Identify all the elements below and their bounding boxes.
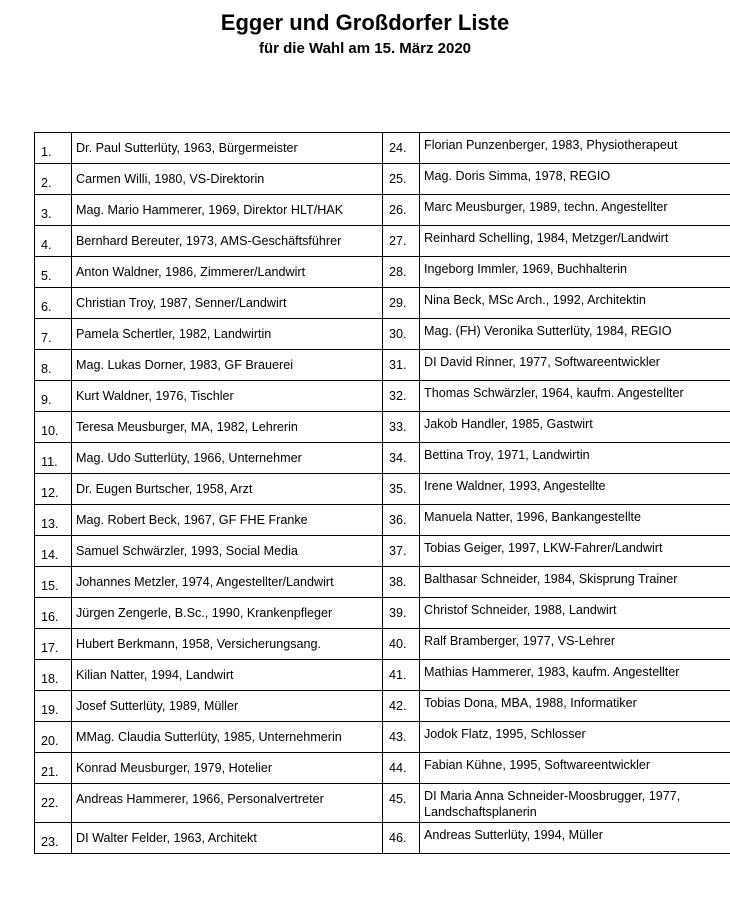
candidate-table — [34, 132, 730, 854]
candidate-number: 5. — [41, 269, 52, 283]
candidate-number: 28. — [389, 265, 407, 279]
candidate-number-cell — [383, 164, 420, 195]
candidate-number: 22. — [41, 796, 59, 810]
candidate-number-cell — [383, 412, 420, 443]
candidate-name-cell — [72, 133, 383, 164]
candidate-name-cell — [72, 691, 383, 722]
candidate-number: 41. — [389, 668, 407, 682]
candidate-number-cell — [35, 195, 72, 226]
candidate-number-cell — [383, 691, 420, 722]
candidate-number-cell — [35, 443, 72, 474]
candidate-name-cell — [420, 691, 730, 722]
candidate-number: 45. — [389, 792, 407, 806]
candidate-entry: Christof Schneider, 1988, Landwirt — [424, 603, 617, 617]
candidate-number-cell — [35, 753, 72, 784]
candidate-entry: Marc Meusburger, 1989, techn. Angestellter — [424, 200, 668, 214]
table-row — [35, 257, 730, 288]
candidate-number: 23. — [41, 835, 59, 849]
candidate-number-cell — [35, 722, 72, 753]
document-title: Egger und Großdorfer Liste — [220, 10, 510, 35]
candidate-name-cell — [420, 505, 730, 536]
candidate-name-cell — [72, 350, 383, 381]
candidate-number-cell — [35, 226, 72, 257]
candidate-name-cell — [72, 474, 383, 505]
table-row — [35, 536, 730, 567]
candidate-number: 31. — [389, 358, 407, 372]
candidate-entry: Mag. Lukas Dorner, 1983, GF Brauerei — [76, 358, 294, 372]
candidate-name-cell — [420, 823, 730, 854]
candidate-entry: Bettina Troy, 1971, Landwirtin — [424, 448, 590, 462]
candidate-number: 44. — [389, 761, 407, 775]
candidate-number-cell — [383, 226, 420, 257]
candidate-name-cell — [72, 660, 383, 691]
candidate-name-cell — [72, 288, 383, 319]
candidate-name-cell — [420, 350, 730, 381]
table-row — [35, 784, 730, 823]
candidate-number: 24. — [389, 141, 407, 155]
candidate-number-cell — [35, 691, 72, 722]
candidate-number: 38. — [389, 575, 407, 589]
candidate-entry: Ingeborg Immler, 1969, Buchhalterin — [424, 262, 628, 276]
candidate-entry: DI David Rinner, 1977, Softwareentwickler — [424, 355, 660, 369]
candidate-entry: Tobias Geiger, 1997, LKW-Fahrer/Landwirt — [424, 541, 663, 555]
candidate-name-cell — [420, 133, 730, 164]
candidate-number: 3. — [41, 207, 52, 221]
candidate-number-cell — [35, 505, 72, 536]
candidate-name-cell — [72, 598, 383, 629]
candidate-number: 10. — [41, 424, 59, 438]
candidate-name-cell — [420, 226, 730, 257]
candidate-name-cell — [72, 722, 383, 753]
candidate-name-cell — [72, 753, 383, 784]
candidate-number-cell — [35, 784, 72, 823]
candidate-number: 35. — [389, 482, 407, 496]
candidate-number-cell — [35, 319, 72, 350]
candidate-name-cell — [72, 381, 383, 412]
candidate-number: 40. — [389, 637, 407, 651]
candidate-number-cell — [35, 381, 72, 412]
candidate-name-cell — [420, 567, 730, 598]
candidate-entry: Andreas Sutterlüty, 1994, Müller — [424, 828, 603, 842]
candidate-name-cell — [72, 443, 383, 474]
candidate-entry: Konrad Meusburger, 1979, Hotelier — [76, 761, 273, 775]
candidate-number: 14. — [41, 548, 59, 562]
candidate-entry: Josef Sutterlüty, 1989, Müller — [76, 699, 239, 713]
candidate-number: 43. — [389, 730, 407, 744]
candidate-number-cell — [383, 350, 420, 381]
candidate-name-cell — [72, 412, 383, 443]
candidate-entry: Kurt Waldner, 1976, Tischler — [76, 389, 234, 403]
candidate-number-cell — [35, 288, 72, 319]
document-subtitle: für die Wahl am 15. März 2020 — [258, 40, 472, 57]
candidate-number-cell — [383, 629, 420, 660]
candidate-entry: Florian Punzenberger, 1983, Physiotherapeut — [424, 138, 678, 152]
table-row — [35, 412, 730, 443]
candidate-number: 4. — [41, 238, 52, 252]
candidate-number-cell — [383, 567, 420, 598]
candidate-entry: Teresa Meusburger, MA, 1982, Lehrerin — [76, 420, 298, 434]
candidate-number-cell — [383, 660, 420, 691]
candidate-number: 33. — [389, 420, 407, 434]
table-row — [35, 722, 730, 753]
candidate-entry: Pamela Schertler, 1982, Landwirtin — [76, 327, 272, 341]
candidate-entry: Jodok Flatz, 1995, Schlosser — [424, 727, 586, 741]
candidate-entry: Jakob Handler, 1985, Gastwirt — [424, 417, 593, 431]
candidate-number: 27. — [389, 234, 407, 248]
candidate-entry: Bernhard Bereuter, 1973, AMS-Geschäftsführer — [76, 234, 342, 248]
candidate-entry: Manuela Natter, 1996, Bankangestellte — [424, 510, 642, 524]
table-row — [35, 660, 730, 691]
candidate-number: 36. — [389, 513, 407, 527]
table-row — [35, 567, 730, 598]
candidate-number: 12. — [41, 486, 59, 500]
candidate-name-cell — [420, 474, 730, 505]
candidate-number-cell — [35, 474, 72, 505]
candidate-entry: Jürgen Zengerle, B.Sc., 1990, Krankenpfleger — [76, 606, 333, 620]
candidate-number-cell — [35, 629, 72, 660]
candidate-name-cell — [420, 319, 730, 350]
candidate-entry: Anton Waldner, 1986, Zimmerer/Landwirt — [76, 265, 306, 279]
candidate-entry: DI Maria Anna Schneider-Moosbrugger, 1977, Landschaftsplanerin — [424, 789, 681, 819]
candidate-name-cell — [420, 257, 730, 288]
candidate-entry: Mag. Mario Hammerer, 1969, Direktor HLT/HAK — [76, 203, 344, 217]
candidate-number-cell — [35, 598, 72, 629]
document-header — [0, 8, 730, 60]
candidate-name-cell — [420, 164, 730, 195]
candidate-number: 8. — [41, 362, 52, 376]
table-row — [35, 319, 730, 350]
candidate-number-cell — [383, 536, 420, 567]
candidate-name-cell — [72, 823, 383, 854]
table-row — [35, 598, 730, 629]
candidate-number-cell — [383, 474, 420, 505]
candidate-name-cell — [420, 629, 730, 660]
table-row — [35, 629, 730, 660]
candidate-number: 1. — [41, 145, 52, 159]
candidate-entry: DI Walter Felder, 1963, Architekt — [76, 831, 257, 845]
table-row — [35, 288, 730, 319]
table-row — [35, 823, 730, 854]
candidate-number: 32. — [389, 389, 407, 403]
candidate-name-cell — [420, 784, 730, 823]
candidate-number: 2. — [41, 176, 52, 190]
candidate-number: 20. — [41, 734, 59, 748]
candidate-number: 26. — [389, 203, 407, 217]
candidate-number: 37. — [389, 544, 407, 558]
candidate-entry: Tobias Dona, MBA, 1988, Informatiker — [424, 696, 637, 710]
candidate-name-cell — [420, 753, 730, 784]
candidate-entry: Mathias Hammerer, 1983, kaufm. Angestellter — [424, 665, 680, 679]
candidate-name-cell — [420, 443, 730, 474]
candidate-entry: Dr. Paul Sutterlüty, 1963, Bürgermeister — [76, 141, 298, 155]
candidate-entry: Hubert Berkmann, 1958, Versicherungsang. — [76, 637, 322, 651]
candidate-number: 46. — [389, 831, 407, 845]
candidate-number-cell — [383, 505, 420, 536]
candidate-number-cell — [383, 823, 420, 854]
candidate-number: 39. — [389, 606, 407, 620]
candidate-name-cell — [72, 536, 383, 567]
candidate-number-cell — [383, 784, 420, 823]
candidate-name-cell — [420, 722, 730, 753]
candidate-number: 19. — [41, 703, 59, 717]
candidate-name-cell — [72, 505, 383, 536]
candidate-number-cell — [35, 164, 72, 195]
candidate-number: 11. — [41, 455, 58, 469]
candidate-entry: Johannes Metzler, 1974, Angestellter/Landwirt — [76, 575, 334, 589]
candidate-number-cell — [383, 598, 420, 629]
candidate-number-cell — [35, 660, 72, 691]
candidate-number: 16. — [41, 610, 59, 624]
candidate-number-cell — [35, 536, 72, 567]
candidate-number: 9. — [41, 393, 52, 407]
candidate-name-cell — [72, 784, 383, 823]
candidate-entry: Mag. Robert Beck, 1967, GF FHE Franke — [76, 513, 308, 527]
candidate-entry: Kilian Natter, 1994, Landwirt — [76, 668, 234, 682]
candidate-entry: Ralf Bramberger, 1977, VS-Lehrer — [424, 634, 616, 648]
candidate-number-cell — [383, 257, 420, 288]
candidate-number: 6. — [41, 300, 52, 314]
candidate-entry: Balthasar Schneider, 1984, Skisprung Trainer — [424, 572, 678, 586]
table-row — [35, 350, 730, 381]
candidate-number-cell — [383, 381, 420, 412]
candidate-entry: Nina Beck, MSc Arch., 1992, Architektin — [424, 293, 646, 307]
candidate-name-cell — [72, 226, 383, 257]
candidate-entry: MMag. Claudia Sutterlüty, 1985, Unternehmerin — [76, 730, 342, 744]
candidate-number: 21. — [41, 765, 59, 779]
candidate-name-cell — [72, 319, 383, 350]
candidate-number-cell — [383, 195, 420, 226]
candidate-entry: Samuel Schwärzler, 1993, Social Media — [76, 544, 298, 558]
candidate-name-cell — [72, 195, 383, 226]
candidate-number: 18. — [41, 672, 59, 686]
candidate-number: 30. — [389, 327, 407, 341]
candidate-name-cell — [420, 195, 730, 226]
candidate-entry: Christian Troy, 1987, Senner/Landwirt — [76, 296, 287, 310]
candidate-name-cell — [420, 412, 730, 443]
candidate-number: 13. — [41, 517, 59, 531]
candidate-entry: Reinhard Schelling, 1984, Metzger/Landwirt — [424, 231, 669, 245]
candidate-number-cell — [35, 823, 72, 854]
table-row — [35, 226, 730, 257]
candidate-number: 25. — [389, 172, 407, 186]
candidate-number: 42. — [389, 699, 407, 713]
candidate-number-cell — [383, 753, 420, 784]
candidate-entry: Thomas Schwärzler, 1964, kaufm. Angestellter — [424, 386, 684, 400]
table-row — [35, 505, 730, 536]
candidate-entry: Mag. (FH) Veronika Sutterlüty, 1984, REGIO — [424, 324, 672, 338]
candidate-name-cell — [420, 536, 730, 567]
candidate-name-cell — [72, 164, 383, 195]
table-row — [35, 753, 730, 784]
candidate-name-cell — [420, 598, 730, 629]
candidate-number: 17. — [41, 641, 59, 655]
candidate-table-body — [35, 133, 730, 854]
table-row — [35, 691, 730, 722]
candidate-name-cell — [420, 288, 730, 319]
candidate-name-cell — [72, 257, 383, 288]
candidate-name-cell — [420, 381, 730, 412]
table-row — [35, 474, 730, 505]
candidate-number-cell — [35, 257, 72, 288]
candidate-number-cell — [383, 443, 420, 474]
table-row — [35, 381, 730, 412]
table-row — [35, 195, 730, 226]
candidate-number: 7. — [41, 331, 52, 345]
candidate-name-cell — [72, 567, 383, 598]
candidate-number-cell — [383, 319, 420, 350]
candidate-entry: Dr. Eugen Burtscher, 1958, Arzt — [76, 482, 253, 496]
candidate-entry: Andreas Hammerer, 1966, Personalvertreter — [76, 792, 324, 806]
candidate-number: 34. — [389, 451, 407, 465]
candidate-entry: Fabian Kühne, 1995, Softwareentwickler — [424, 758, 651, 772]
candidate-number-cell — [383, 722, 420, 753]
candidate-entry: Mag. Udo Sutterlüty, 1966, Unternehmer — [76, 451, 302, 465]
candidate-name-cell — [420, 660, 730, 691]
candidate-number-cell — [35, 133, 72, 164]
candidate-number: 29. — [389, 296, 407, 310]
candidate-number-cell — [35, 412, 72, 443]
candidate-number-cell — [383, 288, 420, 319]
candidate-number: 15. — [41, 579, 59, 593]
candidate-name-cell — [72, 629, 383, 660]
candidate-entry: Mag. Doris Simma, 1978, REGIO — [424, 169, 611, 183]
candidate-entry: Carmen Willi, 1980, VS-Direktorin — [76, 172, 265, 186]
candidate-number-cell — [35, 567, 72, 598]
table-row — [35, 443, 730, 474]
table-row — [35, 133, 730, 164]
candidate-number-cell — [383, 133, 420, 164]
candidate-number-cell — [35, 350, 72, 381]
candidate-entry: Irene Waldner, 1993, Angestellte — [424, 479, 606, 493]
table-row — [35, 164, 730, 195]
